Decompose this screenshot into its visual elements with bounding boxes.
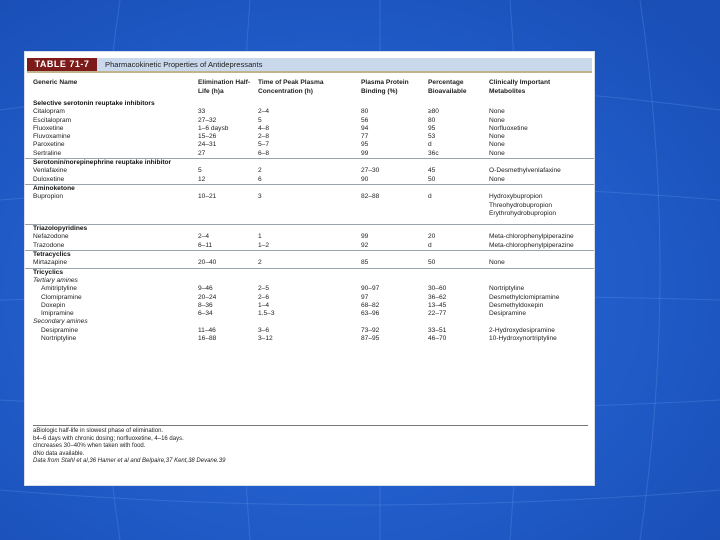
- cell-bioavailable: 45: [428, 167, 436, 175]
- col-metabolites: Clinically Important Metabolites: [489, 79, 551, 95]
- cell-metabolites: None: [489, 116, 505, 124]
- cell-metabolites: None: [489, 149, 505, 157]
- cell-peak-time: 6–8: [258, 149, 270, 157]
- col-half-life: Elimination Half-Life (h)a: [198, 79, 251, 95]
- cell-generic-name: Clomipramine: [41, 293, 82, 301]
- cell-metabolites: None: [489, 141, 505, 149]
- cell-peak-time: 3–6: [258, 326, 270, 334]
- section-label: Tetracyclics: [33, 251, 71, 259]
- cell-bioavailable: 53: [428, 133, 436, 141]
- table-row: [25, 141, 594, 149]
- footnote: cIncreases 30–40% when taken with food.: [33, 443, 146, 450]
- cell-bioavailable: 36–62: [428, 293, 447, 301]
- cell-protein-binding: 73–92: [361, 326, 380, 334]
- cell-half-life: 8–36: [198, 301, 213, 309]
- cell-bioavailable: 46–70: [428, 335, 447, 343]
- cell-metabolites: Meta-chlorophenylpiperazine: [489, 241, 574, 249]
- section-heading: [25, 224, 594, 233]
- cell-peak-time: 3–12: [258, 335, 273, 343]
- cell-half-life: 27: [198, 149, 206, 157]
- subsection-heading: [25, 318, 594, 326]
- cell-protein-binding: 92: [361, 241, 369, 249]
- cell-peak-time: 4–8: [258, 124, 270, 132]
- cell-generic-name: Fluvoxamine: [33, 133, 71, 141]
- col-generic-name: Generic Name: [33, 79, 78, 86]
- cell-generic-name: Sertraline: [33, 149, 62, 157]
- cell-metabolites: None: [489, 133, 505, 141]
- cell-bioavailable: 50: [428, 259, 436, 267]
- table-row: [25, 202, 594, 210]
- cell-generic-name: Fluoxetine: [33, 124, 64, 132]
- cell-peak-time: 3: [258, 193, 262, 201]
- cell-half-life: 27–32: [198, 116, 217, 124]
- table-row: [25, 285, 594, 293]
- cell-protein-binding: 90–97: [361, 285, 380, 293]
- cell-generic-name: Escitalopram: [33, 116, 72, 124]
- cell-metabolites: O-Desmethylvenlafaxine: [489, 167, 561, 175]
- cell-half-life: 10–21: [198, 193, 217, 201]
- cell-metabolites: None: [489, 108, 505, 116]
- cell-metabolites: Erythrohydrobupropion: [489, 209, 557, 217]
- cell-half-life: 33: [198, 108, 206, 116]
- table-row: [25, 117, 594, 125]
- table-row: [25, 259, 594, 267]
- cell-generic-name: Desipramine: [41, 326, 79, 334]
- footnote: dNo data available.: [33, 450, 85, 457]
- section-label: Selective serotonin reuptake inhibitors: [33, 100, 155, 107]
- cell-half-life: 16–88: [198, 335, 217, 343]
- cell-metabolites: 2-Hydroxydesipramine: [489, 326, 555, 334]
- cell-half-life: 6–11: [198, 241, 213, 249]
- cell-metabolites: Nortriptyline: [489, 285, 525, 293]
- table-row: [25, 242, 594, 250]
- subsection-label: Tertiary amines: [33, 276, 78, 284]
- cell-half-life: 1–6 daysb: [198, 124, 229, 132]
- cell-protein-binding: 97: [361, 293, 369, 301]
- col-bioavailable: Percentage Bioavailable: [428, 79, 467, 95]
- section-heading: [25, 268, 594, 277]
- section-heading: [25, 158, 594, 167]
- cell-protein-binding: 56: [361, 116, 369, 124]
- cell-generic-name: Doxepin: [41, 301, 66, 309]
- cell-half-life: 15–26: [198, 133, 217, 141]
- cell-metabolites: None: [489, 175, 505, 183]
- cell-half-life: 6–34: [198, 310, 213, 318]
- cell-generic-name: Nortriptyline: [41, 335, 77, 343]
- col-protein-binding: Plasma Protein Binding (%): [361, 79, 409, 95]
- table-row: [25, 193, 594, 201]
- cell-metabolites: Hydroxybupropion: [489, 193, 543, 201]
- table-row: [25, 150, 594, 158]
- cell-bioavailable: 22–77: [428, 310, 447, 318]
- cell-peak-time: 2–4: [258, 108, 270, 116]
- cell-protein-binding: 95: [361, 141, 369, 149]
- section-label: Aminoketone: [33, 184, 75, 192]
- cell-protein-binding: 87–95: [361, 335, 380, 343]
- cell-bioavailable: 33–51: [428, 326, 447, 334]
- cell-peak-time: 1: [258, 233, 262, 241]
- table-row: [25, 233, 594, 241]
- cell-protein-binding: 94: [361, 124, 369, 132]
- cell-generic-name: Amitriptyline: [41, 285, 77, 293]
- cell-peak-time: 1.5–3: [258, 310, 275, 318]
- cell-metabolites: Threohydrobupropion: [489, 201, 553, 209]
- cell-protein-binding: 82–88: [361, 193, 380, 201]
- cell-bioavailable: 95: [428, 124, 436, 132]
- cell-generic-name: Mirtazapine: [33, 259, 68, 267]
- table-row: [25, 176, 594, 184]
- cell-peak-time: 1–4: [258, 301, 270, 309]
- table-row: [25, 335, 594, 343]
- cell-bioavailable: 30–60: [428, 285, 447, 293]
- cell-protein-binding: 90: [361, 175, 369, 183]
- section-label: Serotonin/norepinephrine reuptake inhibitor: [33, 159, 172, 167]
- section-heading: [25, 100, 594, 108]
- cell-bioavailable: d: [428, 193, 432, 201]
- cell-half-life: 5: [198, 167, 202, 175]
- cell-bioavailable: 50: [428, 175, 436, 183]
- table-footnotes: [33, 425, 588, 466]
- cell-peak-time: 5: [258, 116, 262, 124]
- table-row: [25, 108, 594, 116]
- cell-peak-time: 1–2: [258, 241, 270, 249]
- section-heading: [25, 184, 594, 193]
- cell-peak-time: 2–5: [258, 285, 270, 293]
- section-heading: [25, 250, 594, 259]
- cell-peak-time: 2: [258, 259, 262, 267]
- cell-half-life: 9–46: [198, 285, 213, 293]
- section-label: Tricyclics: [33, 268, 64, 276]
- cell-metabolites: 10-Hydroxynortriptyline: [489, 335, 557, 343]
- cell-peak-time: 2–6: [258, 293, 270, 301]
- table-sheet: [25, 52, 594, 485]
- cell-half-life: 2–4: [198, 233, 210, 241]
- table-header-band: [27, 58, 592, 73]
- subsection-label: Secondary amines: [33, 318, 88, 326]
- cell-half-life: 11–46: [198, 326, 216, 334]
- cell-protein-binding: 77: [361, 133, 369, 141]
- cell-metabolites: None: [489, 259, 505, 267]
- cell-metabolites: Meta-chlorophenylpiperazine: [489, 233, 574, 241]
- cell-bioavailable: d: [428, 241, 432, 249]
- cell-generic-name: Bupropion: [33, 193, 64, 201]
- cell-protein-binding: 63–96: [361, 310, 380, 318]
- cell-half-life: 24–31: [198, 141, 217, 149]
- table-row: [25, 133, 594, 141]
- section-label: Triazolopyridines: [33, 225, 88, 233]
- cell-generic-name: Venlafaxine: [33, 167, 68, 175]
- table-row: [25, 210, 594, 218]
- cell-peak-time: 2–8: [258, 133, 270, 141]
- cell-bioavailable: 20: [428, 233, 436, 241]
- cell-protein-binding: 68–82: [361, 301, 380, 309]
- table-number: TABLE 71-7: [27, 58, 97, 71]
- footnote: Data from Stahl et al,36 Hamer et al and Belpaire,37 Kent,38 Devane.39: [33, 458, 226, 465]
- cell-generic-name: Duloxetine: [33, 175, 65, 183]
- cell-metabolites: Desipramine: [489, 310, 527, 318]
- table-row: [25, 167, 594, 175]
- table-row: [25, 302, 594, 310]
- cell-half-life: 20–40: [198, 259, 217, 267]
- col-peak-time: Time of Peak Plasma Concentration (h): [258, 79, 324, 95]
- cell-protein-binding: 85: [361, 259, 369, 267]
- cell-metabolites: Norfluoxetine: [489, 124, 528, 132]
- cell-bioavailable: 36c: [428, 149, 439, 157]
- table-row: [25, 310, 594, 318]
- cell-peak-time: 6: [258, 175, 262, 183]
- table-row: [25, 125, 594, 133]
- cell-protein-binding: 80: [361, 108, 369, 116]
- cell-bioavailable: d: [428, 141, 432, 149]
- cell-metabolites: Desmethyldoxepin: [489, 301, 544, 309]
- table-row: [25, 294, 594, 302]
- cell-bioavailable: 80: [428, 116, 436, 124]
- cell-bioavailable: ≥80: [428, 108, 439, 116]
- cell-generic-name: Citalopram: [33, 108, 65, 116]
- table-body: [25, 100, 594, 343]
- footnote: b4–6 days with chronic dosing; norfluoxetine, 4–16 days.: [33, 435, 184, 442]
- cell-protein-binding: 27–30: [361, 167, 380, 175]
- cell-peak-time: 5–7: [258, 141, 270, 149]
- table-row: [25, 327, 594, 335]
- footnote: aBiologic half-life in slowest phase of elimination.: [33, 428, 164, 434]
- cell-generic-name: Nefazodone: [33, 233, 69, 241]
- cell-bioavailable: 13–45: [428, 301, 447, 309]
- cell-half-life: 20–24: [198, 293, 217, 301]
- cell-peak-time: 2: [258, 167, 262, 175]
- cell-protein-binding: 99: [361, 149, 369, 157]
- table-title: Pharmacokinetic Properties of Antidepressants: [105, 60, 263, 69]
- cell-protein-binding: 99: [361, 233, 369, 241]
- cell-generic-name: Imipramine: [41, 310, 74, 318]
- subsection-heading: [25, 277, 594, 285]
- cell-generic-name: Paroxetine: [33, 141, 65, 149]
- cell-half-life: 12: [198, 175, 206, 183]
- cell-metabolites: Desmethylclomipramine: [489, 293, 560, 301]
- cell-generic-name: Trazodone: [33, 241, 65, 249]
